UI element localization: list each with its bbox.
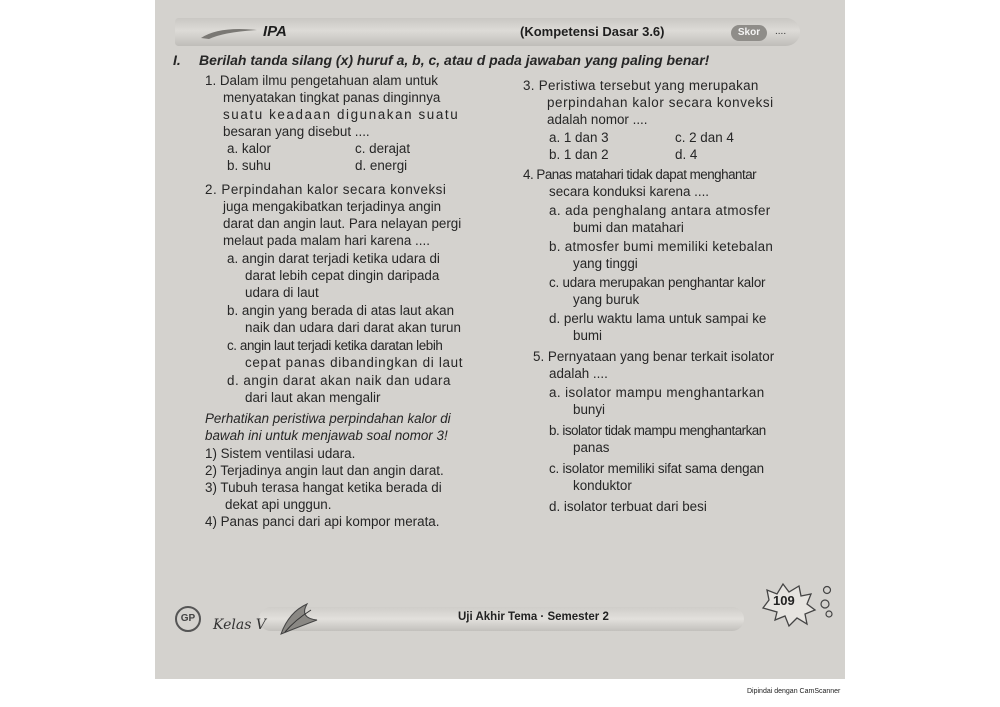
question-3-instruction-line-2: bawah ini untuk menjawab soal nomor 3! bbox=[205, 428, 448, 443]
publisher-logo: GP bbox=[175, 606, 201, 632]
question-5-option-b-line-1[interactable]: b. isolator tidak mampu menghantarkan bbox=[549, 423, 766, 438]
event-item-1: 1) Sistem ventilasi udara. bbox=[205, 446, 356, 461]
scanned-page bbox=[155, 0, 845, 679]
score-field: .... bbox=[775, 26, 787, 37]
question-5-option-c-line-2: konduktor bbox=[573, 478, 632, 493]
subject-title: IPA bbox=[263, 23, 287, 40]
question-1-line-3: suatu keadaan digunakan suatu bbox=[223, 107, 460, 122]
question-3-line-1: 3. Peristiwa tersebut yang merupakan bbox=[523, 78, 759, 93]
question-4-option-b-line-1[interactable]: b. atmosfer bumi memiliki ketebalan bbox=[549, 239, 774, 254]
question-1-option-a[interactable]: a. kalor bbox=[227, 141, 271, 156]
section-instruction: Berilah tanda silang (x) huruf a, b, c, atau d pada jawaban yang paling benar! bbox=[199, 52, 710, 68]
question-5-option-d[interactable]: d. isolator terbuat dari besi bbox=[549, 499, 707, 514]
question-2-option-a-line-3: udara di laut bbox=[245, 285, 319, 300]
score-label: Skor bbox=[731, 25, 767, 41]
question-4-option-c-line-1[interactable]: c. udara merupakan penghantar kalor bbox=[549, 275, 766, 290]
question-3-option-a[interactable]: a. 1 dan 3 bbox=[549, 130, 609, 145]
question-1-option-b[interactable]: b. suhu bbox=[227, 158, 271, 173]
question-5-option-c-line-1[interactable]: c. isolator memiliki sifat sama dengan bbox=[549, 461, 764, 476]
event-item-3-continued: dekat api unggun. bbox=[225, 497, 332, 512]
question-2-option-c-line-2: cepat panas dibandingkan di laut bbox=[245, 355, 464, 370]
question-1-line-1: 1. Dalam ilmu pengetahuan alam untuk bbox=[205, 73, 438, 88]
section-number: I. bbox=[173, 52, 181, 68]
question-1-option-c[interactable]: c. derajat bbox=[355, 141, 411, 156]
question-4-option-b-line-2: yang tinggi bbox=[573, 256, 638, 271]
question-4-line-2: secara konduksi karena .... bbox=[549, 184, 710, 199]
page-number-splash-icon bbox=[757, 578, 837, 628]
question-4-option-a-line-1[interactable]: a. ada penghalang antara atmosfer bbox=[549, 203, 771, 218]
header-banner bbox=[175, 18, 800, 46]
question-2-option-a-line-2: darat lebih cepat dingin daripada bbox=[245, 268, 440, 283]
competency-label: (Kompetensi Dasar 3.6) bbox=[520, 24, 665, 39]
question-5-option-a-line-2: bunyi bbox=[573, 402, 606, 417]
question-4-option-d-line-2: bumi bbox=[573, 328, 603, 343]
question-1-line-4: besaran yang disebut .... bbox=[223, 124, 370, 139]
leaf-decoration-icon bbox=[277, 598, 323, 638]
question-3-instruction-line-1: Perhatikan peristiwa perpindahan kalor di bbox=[205, 411, 451, 426]
question-3-option-c[interactable]: c. 2 dan 4 bbox=[675, 130, 734, 145]
event-item-4: 4) Panas panci dari api kompor merata. bbox=[205, 514, 440, 529]
question-3-option-d[interactable]: d. 4 bbox=[675, 147, 698, 162]
question-4-line-1: 4. Panas matahari tidak dapat menghantar bbox=[523, 167, 757, 182]
question-1-line-2: menyatakan tingkat panas dinginnya bbox=[223, 90, 441, 105]
question-4-option-a-line-2: bumi dan matahari bbox=[573, 220, 684, 235]
event-item-2: 2) Terjadinya angin laut dan angin darat. bbox=[205, 463, 444, 478]
question-5-option-b-line-2: panas bbox=[573, 440, 610, 455]
question-3-line-2: perpindahan kalor secara konveksi bbox=[547, 95, 774, 110]
question-2-line-2: juga mengakibatkan terjadinya angin bbox=[223, 199, 442, 214]
question-2-line-3: darat dan angin laut. Para nelayan pergi bbox=[223, 216, 462, 231]
question-1-option-d[interactable]: d. energi bbox=[355, 158, 408, 173]
question-3-line-3: adalah nomor .... bbox=[547, 112, 648, 127]
question-4-option-c-line-2: yang buruk bbox=[573, 292, 640, 307]
event-item-3: 3) Tubuh terasa hangat ketika berada di bbox=[205, 480, 442, 495]
swoosh-icon bbox=[199, 26, 259, 40]
question-2-option-a-line-1[interactable]: a. angin darat terjadi ketika udara di bbox=[227, 251, 440, 266]
footer-exam-label: Uji Akhir Tema · Semester 2 bbox=[458, 611, 609, 623]
question-4-option-d-line-1[interactable]: d. perlu waktu lama untuk sampai ke bbox=[549, 311, 767, 326]
question-2-option-b-line-2: naik dan udara dari darat akan turun bbox=[245, 320, 461, 335]
question-3-option-b[interactable]: b. 1 dan 2 bbox=[549, 147, 609, 162]
question-5-line-2: adalah .... bbox=[549, 366, 608, 381]
question-2-option-c-line-1[interactable]: c. angin laut terjadi ketika daratan lebih bbox=[227, 338, 443, 353]
question-5-line-1: 5. Pernyataan yang benar terkait isolator bbox=[533, 349, 775, 364]
footer-class-label: Kelas V bbox=[213, 617, 266, 633]
question-2-line-4: melaut pada malam hari karena .... bbox=[223, 233, 430, 248]
question-2-option-b-line-1[interactable]: b. angin yang berada di atas laut akan bbox=[227, 303, 455, 318]
question-2-option-d-line-1[interactable]: d. angin darat akan naik dan udara bbox=[227, 373, 451, 388]
scanner-credit: Dipindai dengan CamScanner bbox=[747, 688, 841, 695]
question-2-line-1: 2. Perpindahan kalor secara konveksi bbox=[205, 182, 447, 197]
question-2-option-d-line-2: dari laut akan mengalir bbox=[245, 390, 381, 405]
question-5-option-a-line-1[interactable]: a. isolator mampu menghantarkan bbox=[549, 385, 765, 400]
page-number: 109 bbox=[773, 593, 795, 608]
